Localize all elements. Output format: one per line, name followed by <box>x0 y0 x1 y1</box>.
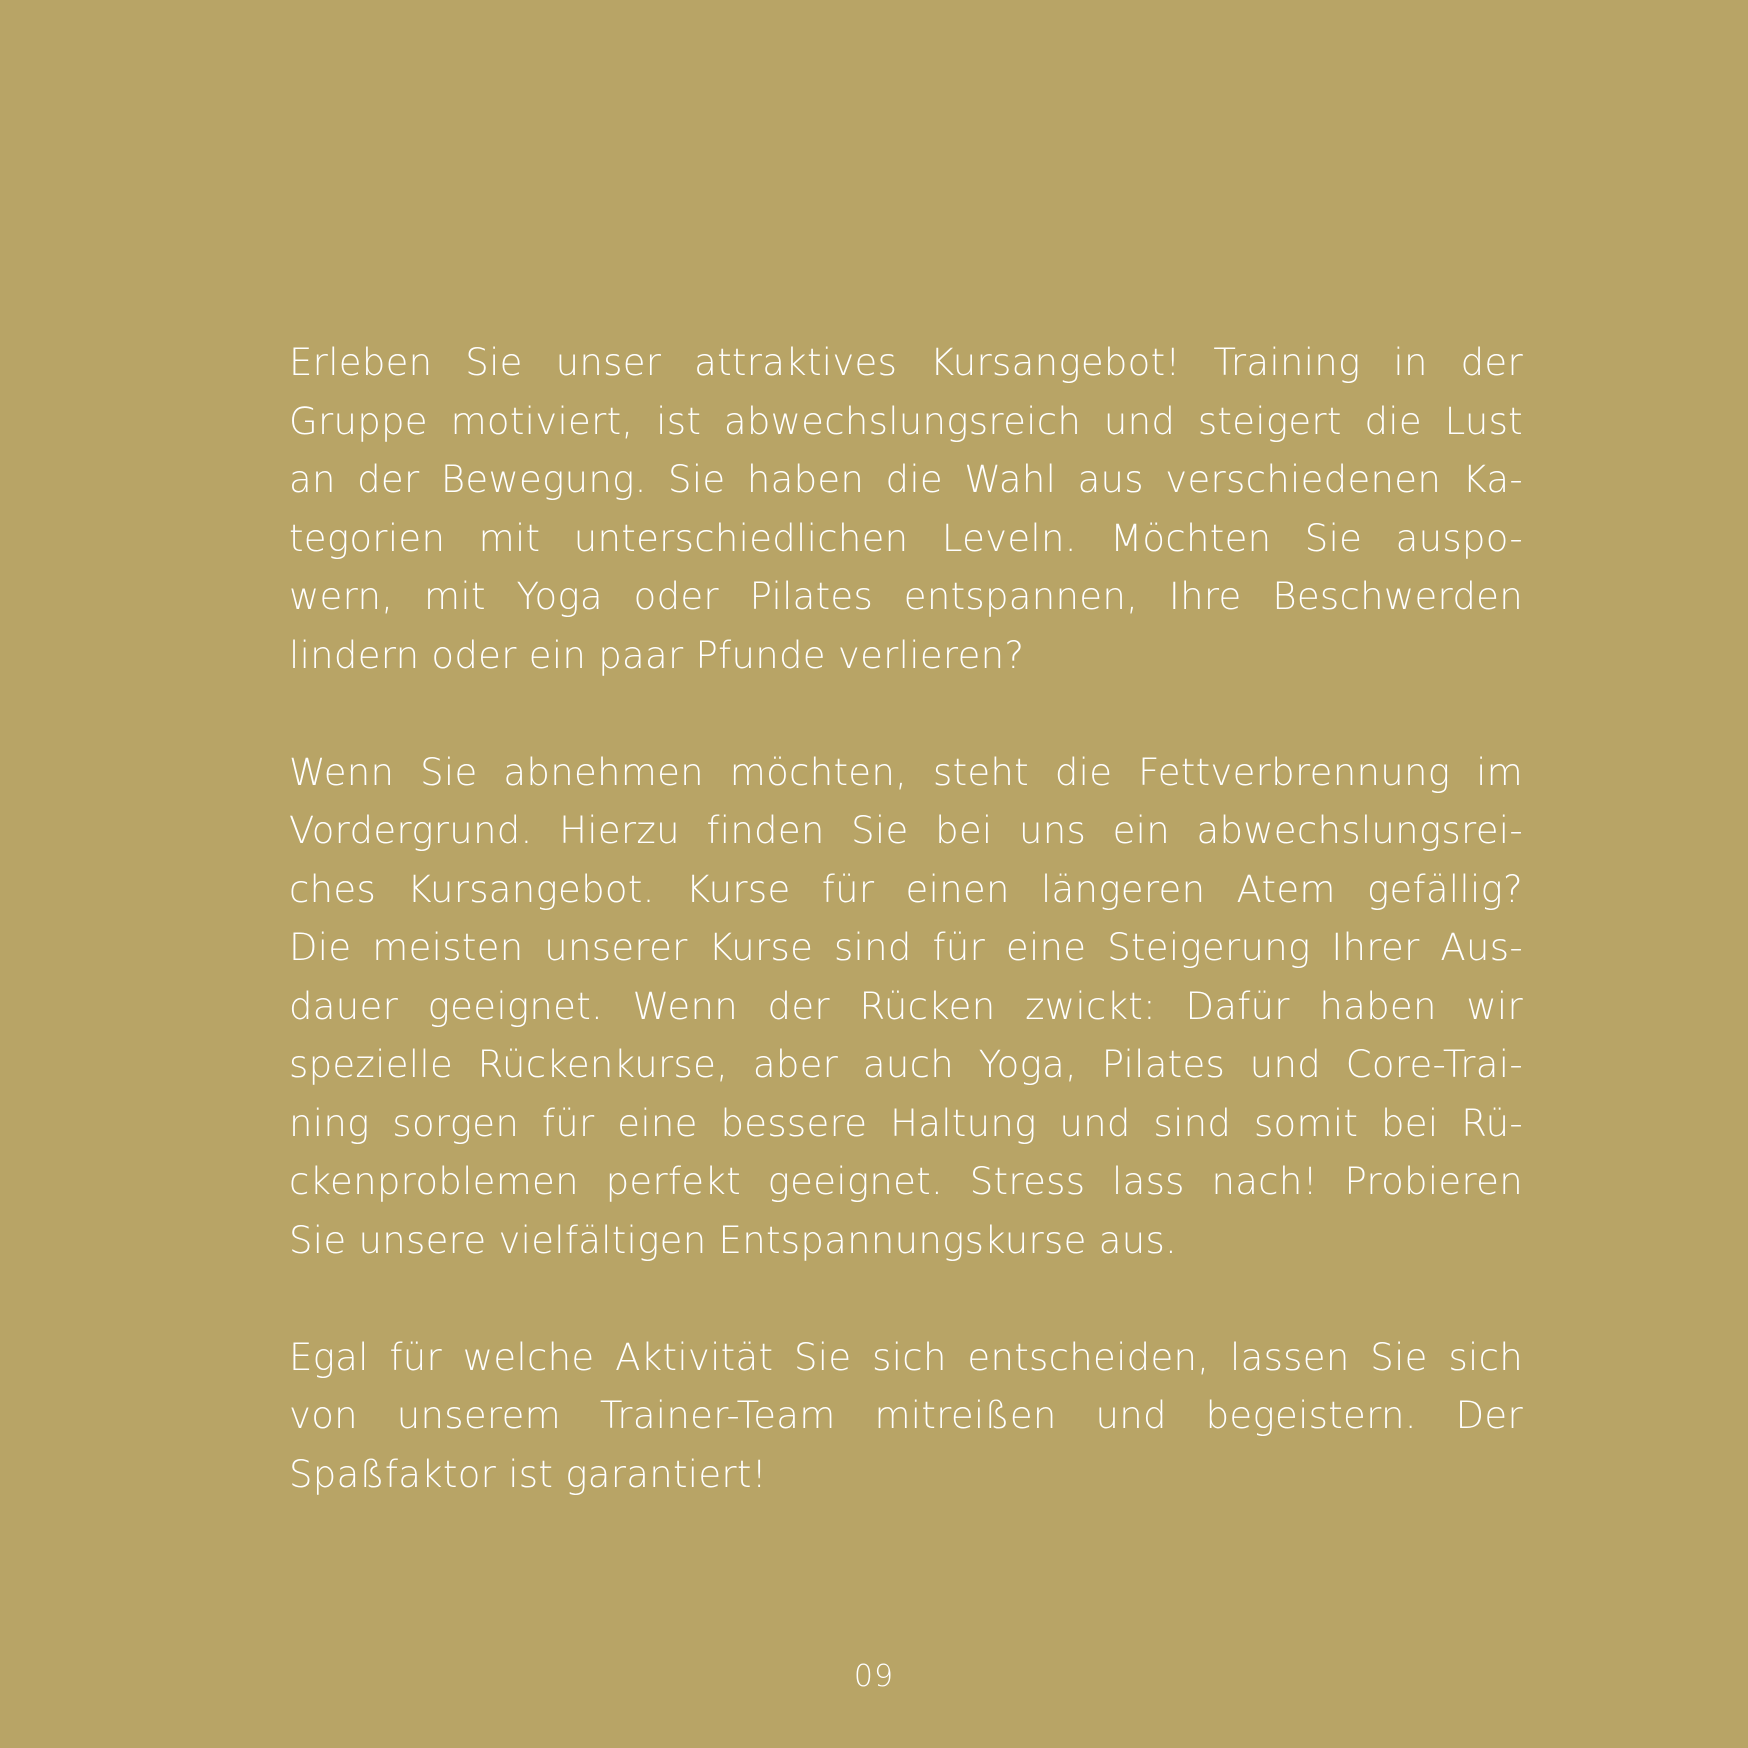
paragraph-intro <box>289 334 1523 685</box>
text-line: Egal für welche Aktivität Sie sich entscheiden, lassen Sie sich <box>289 1335 1523 1379</box>
body-text <box>289 334 1523 1504</box>
text-line: Sie unsere vielfältigen Entspannungskurse aus. <box>289 1218 1178 1262</box>
text-line: Die meisten unserer Kurse sind für eine Steigerung Ihrer Aus- <box>289 926 1523 969</box>
page-number: 09 <box>853 1659 895 1694</box>
text-line: tegorien mit unterschiedlichen Leveln. Möchten Sie auspo- <box>289 516 1523 560</box>
text-line: dauer geeignet. Wenn der Rücken zwickt: Dafür haben wir <box>289 984 1523 1028</box>
text-line: Gruppe motiviert, ist abwechslungsreich und steigert die Lust <box>289 399 1523 443</box>
text-line: ches Kursangebot. Kurse für einen längeren Atem gefällig? <box>289 867 1523 911</box>
text-line: spezielle Rückenkurse, aber auch Yoga, Pilates und Core-Trai- <box>289 1043 1523 1086</box>
paragraph-goals <box>289 744 1523 1271</box>
text-line: lindern oder ein paar Pfunde verlieren? <box>289 633 1025 677</box>
text-line: Erleben Sie unser attraktives Kursangebot! Training in der <box>289 341 1523 384</box>
text-line: ning sorgen für eine bessere Haltung und sind somit bei Rü- <box>289 1101 1523 1145</box>
text-line: von unserem Trainer-Team mitreißen und begeistern. Der <box>289 1394 1523 1437</box>
text-line: Wenn Sie abnehmen möchten, steht die Fettverbrennung im <box>289 750 1523 794</box>
text-line: wern, mit Yoga oder Pilates entspannen, Ihre Beschwerden <box>289 575 1523 618</box>
text-line: an der Bewegung. Sie haben die Wahl aus verschiedenen Ka- <box>289 458 1523 501</box>
text-line: Vordergrund. Hierzu finden Sie bei uns ein abwechslungsrei- <box>289 809 1523 852</box>
paragraph-closing <box>289 1329 1523 1505</box>
text-line: Spaßfaktor ist garantiert! <box>289 1452 767 1496</box>
text-line: ckenproblemen perfekt geeignet. Stress lass nach! Probieren <box>289 1160 1523 1203</box>
